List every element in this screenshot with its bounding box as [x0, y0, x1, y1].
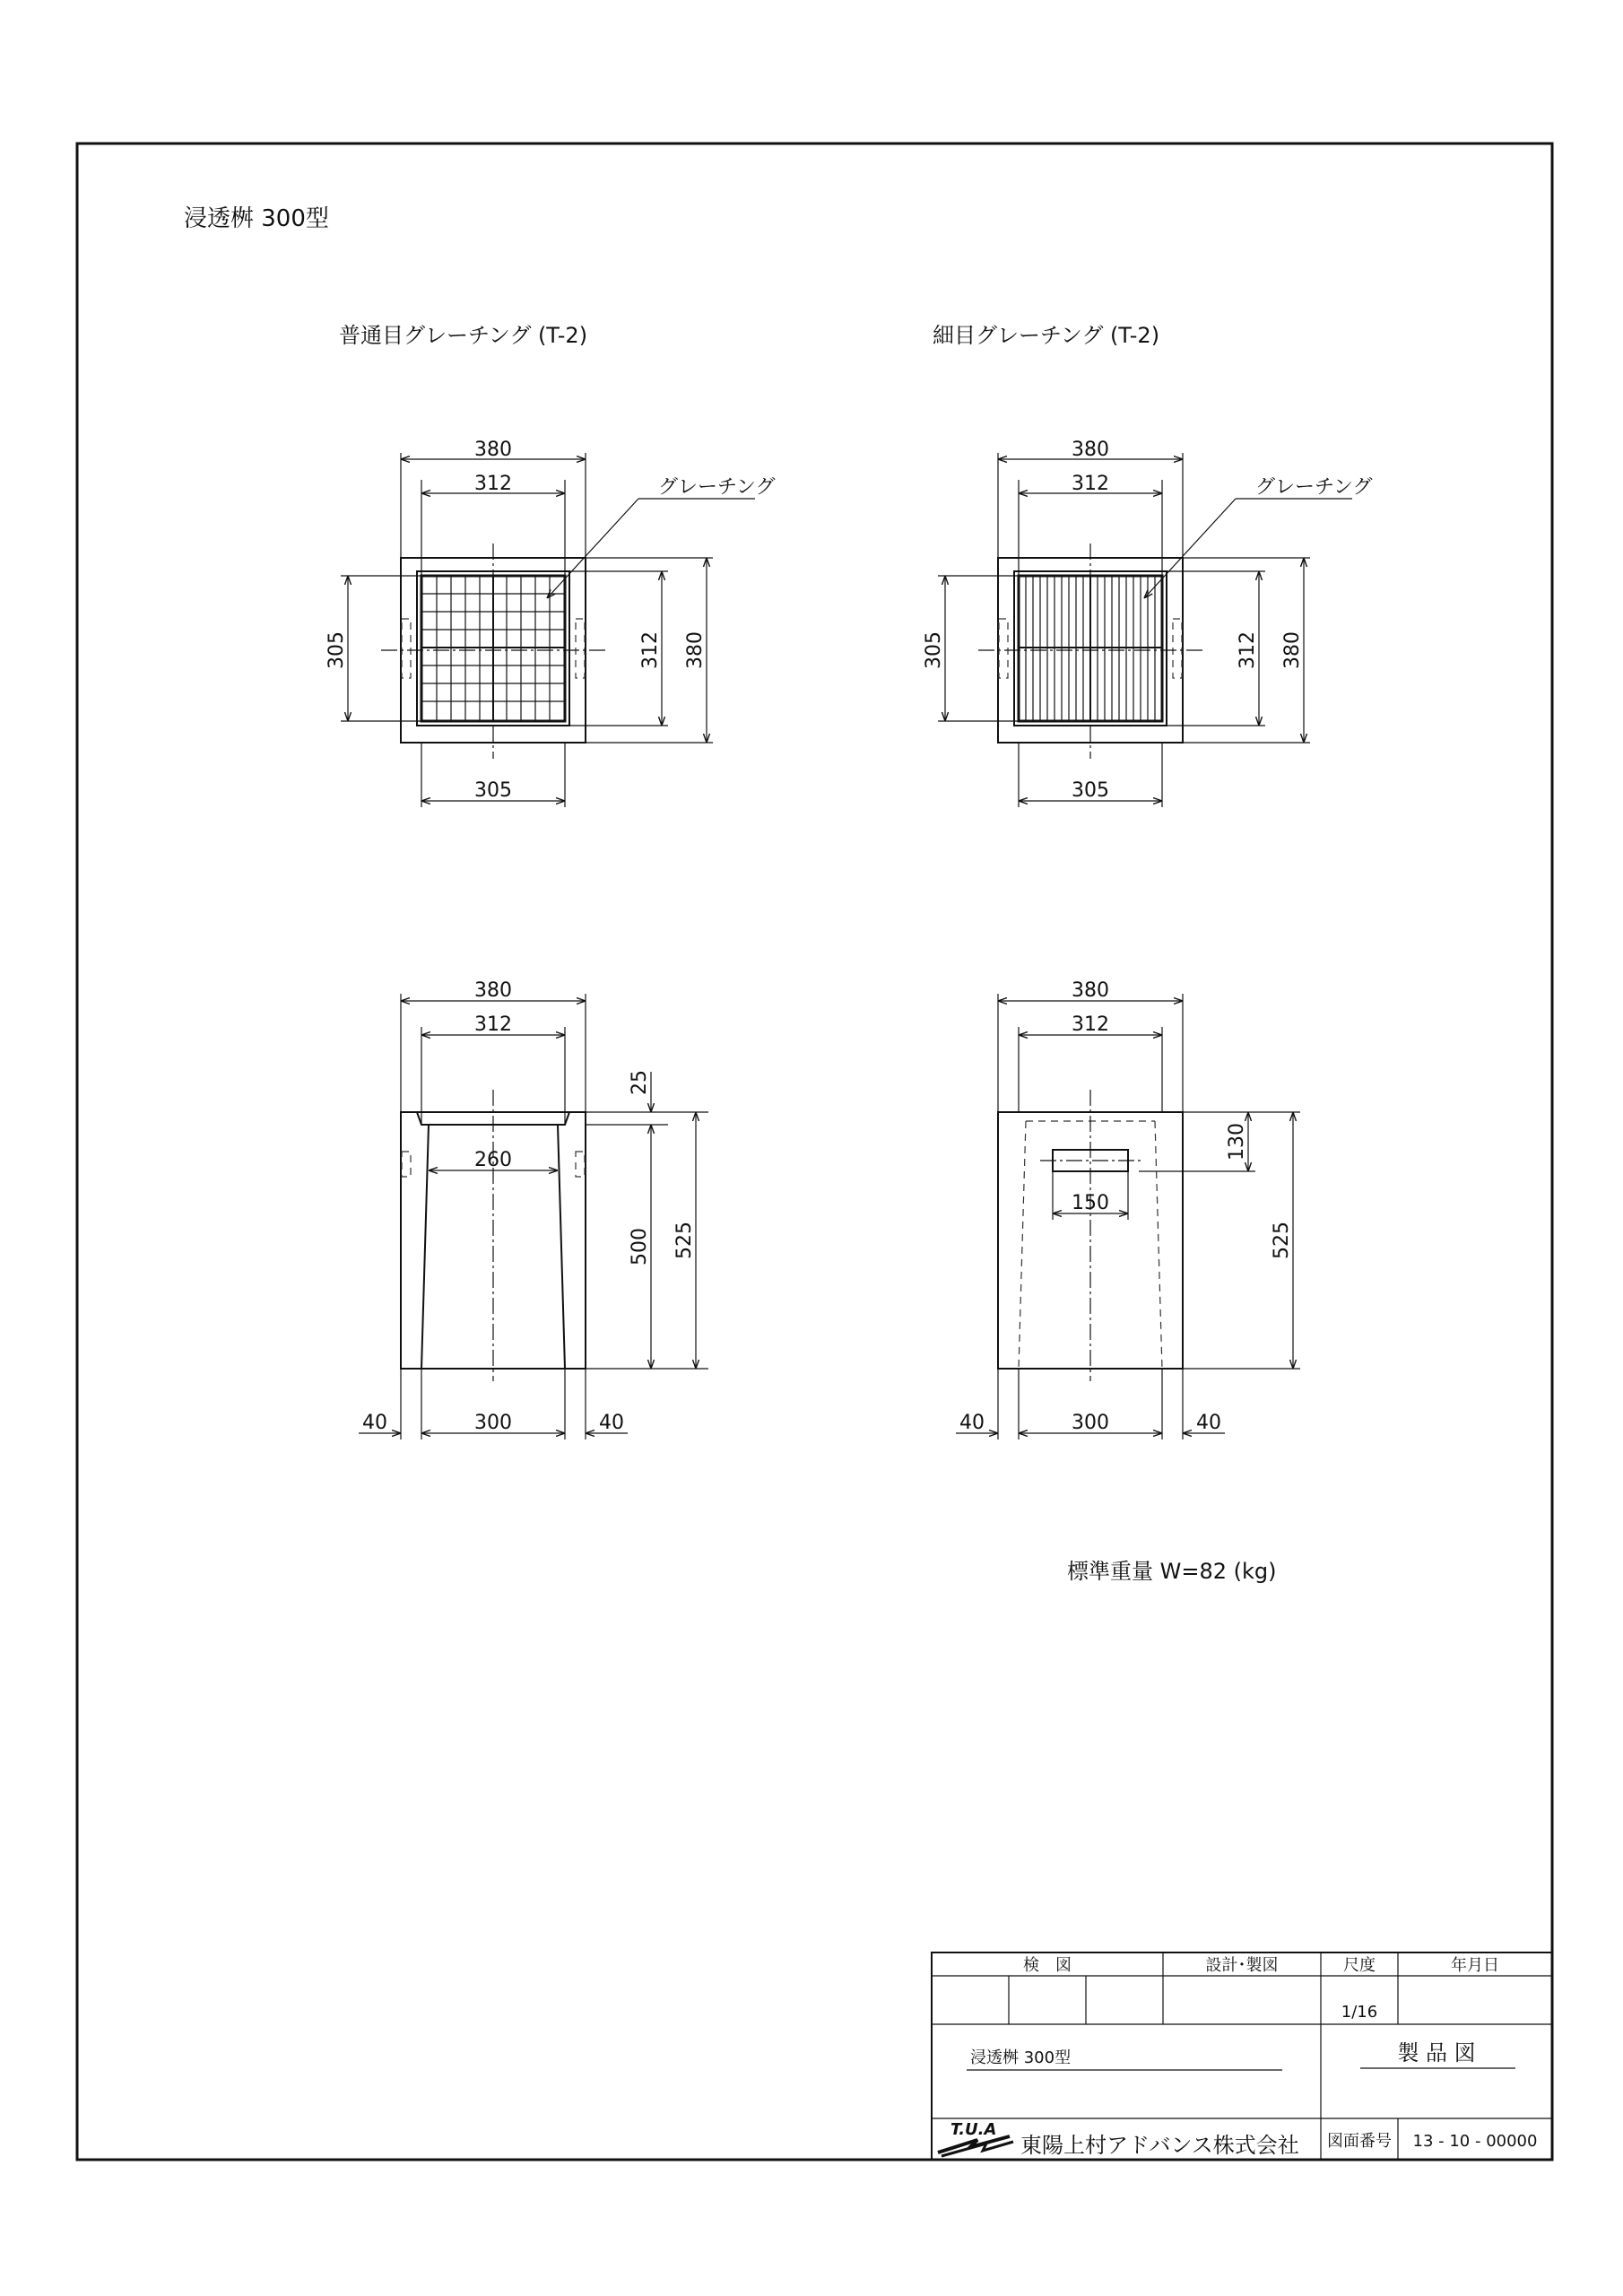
- handle-left: [402, 619, 411, 678]
- tb-drawing-type: 製 品 図: [1397, 2040, 1476, 2066]
- dim-305-left: 305: [325, 631, 348, 669]
- page-title: 浸透桝 300型: [184, 205, 329, 232]
- dim-380: 380: [474, 439, 512, 461]
- dim-25: 25: [629, 1070, 651, 1095]
- dim-312-section: 312: [474, 1013, 512, 1036]
- left-view-title: 普通目グレーチング (T-2): [339, 323, 588, 348]
- tb-drawing-no-label: 図面番号: [1327, 2132, 1392, 2151]
- tb-scale-label: 尺度: [1343, 1956, 1376, 1975]
- dim-40-left: 40: [362, 1412, 387, 1434]
- weight-note: 標準重量 W=82 (kg): [1067, 1559, 1277, 1584]
- tb-design: 設計･製図: [1205, 1956, 1279, 1975]
- dim-312-right: 312: [1072, 473, 1109, 495]
- tb-date-label: 年月日: [1451, 1956, 1499, 1975]
- left-section-view: [359, 979, 708, 1439]
- dim-312-side: 312: [639, 631, 662, 669]
- dim-380-section: 380: [474, 979, 512, 1002]
- dim-380-side-right: 380: [1281, 631, 1304, 669]
- right-side-view: [956, 979, 1300, 1439]
- dim-305-left-right: 305: [923, 631, 945, 669]
- dim-260: 260: [474, 1149, 512, 1171]
- dim-312-side-view: 312: [1072, 1013, 1109, 1036]
- dim-312: 312: [474, 473, 512, 495]
- tb-company: 東陽上村アドバンス株式会社: [1020, 2133, 1299, 2158]
- company-logo-icon: [938, 2136, 1013, 2156]
- dim-300: 300: [474, 1412, 512, 1434]
- dim-500: 500: [629, 1228, 651, 1265]
- dim-380-side-view: 380: [1072, 979, 1109, 1002]
- grating-label: グレーチング: [658, 476, 776, 499]
- sheet-border: [77, 144, 1552, 2160]
- title-block: [932, 1952, 1552, 2160]
- right-plan-view: [923, 439, 1372, 807]
- dim-150: 150: [1072, 1192, 1109, 1214]
- dim-380-side: 380: [684, 631, 707, 669]
- dim-40-left-side: 40: [959, 1412, 985, 1434]
- dim-40-right-side: 40: [1196, 1412, 1221, 1434]
- dim-40-right: 40: [599, 1412, 624, 1434]
- dim-130: 130: [1226, 1123, 1248, 1161]
- left-plan-view: [325, 439, 775, 807]
- grating-label-right: グレーチング: [1255, 476, 1373, 499]
- tb-product-name: 浸透桝 300型: [970, 2048, 1072, 2067]
- tb-scale-value: 1/16: [1341, 2003, 1378, 2022]
- dim-525: 525: [673, 1222, 696, 1259]
- dim-305-right: 305: [1072, 779, 1109, 802]
- dim-312-side-right: 312: [1237, 631, 1259, 669]
- right-view-title: 細目グレーチング (T-2): [933, 323, 1160, 348]
- dim-525-side: 525: [1271, 1222, 1293, 1259]
- tb-logo-text: T.U.A: [950, 2120, 997, 2139]
- tb-drawing-no: 13 - 10 - 00000: [1412, 2132, 1538, 2151]
- dim-300-side: 300: [1072, 1412, 1109, 1434]
- tb-check: 検 図: [1023, 1956, 1072, 1975]
- handle-right: [576, 619, 585, 678]
- dim-380-right: 380: [1072, 439, 1109, 461]
- dim-305: 305: [474, 779, 512, 802]
